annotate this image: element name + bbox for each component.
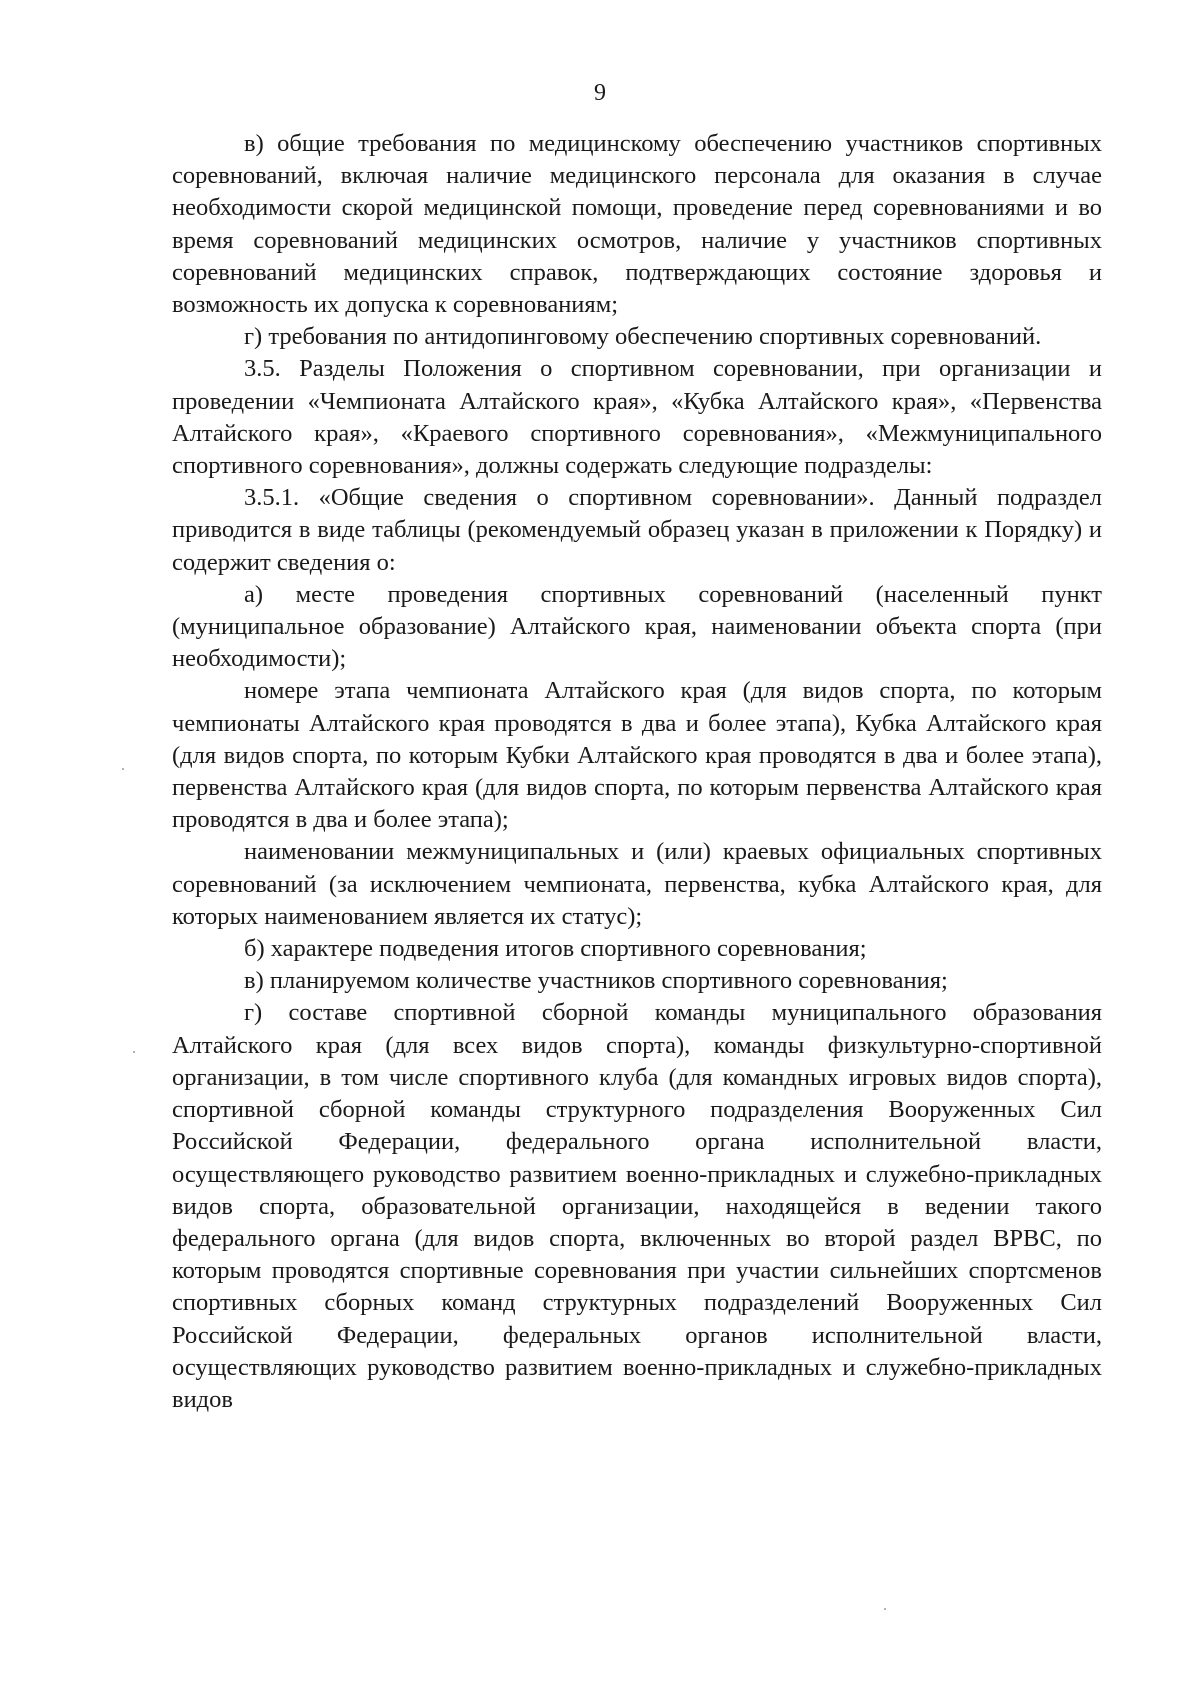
paragraph-section-3-5-1: 3.5.1. «Общие сведения о спортивном соревновании». Данный подраздел приводится в виде таблицы (рекомендуемый образец указан в приложении к Порядку) и содержит сведения о: xyxy=(172,484,1102,576)
scan-speck xyxy=(122,768,124,770)
paragraph-item-g-team-composition: г) составе спортивной сборной команды муниципального образования Алтайского края (для всех видов спорта), команды физкультурно-спортивной организации, в том числе спортивного клуба (для командных игровых видов спорта), спортивной сборной команды структурного подразделения Вооруженных Сил Российской Федерации, федерального органа исполнительной власти, осуществляющего руководство развитием военно-прикладных и служебно-прикладных видов спорта, образовательной организации, находящейся в ведении такого федерального органа (для видов спорта, включенных во второй раздел ВРВС, по которым проводятся спортивные соревнования при участии сильнейших спортсменов спортивных сборных команд структурных подразделений Вооруженных Сил Российской Федерации, федеральных органов исполнительной власти, осуществляющих руководство развитием военно-прикладных и служебно-прикладных видов xyxy=(172,999,1102,1413)
scan-speck xyxy=(133,1051,135,1053)
paragraph-section-3-5: 3.5. Разделы Положения о спортивном соревновании, при организации и проведении «Чемпионата Алтайского края», «Кубка Алтайского края», «Первенства Алтайского края», «Краевого спортивного соревнования», «Межмуниципального спортивного соревнования», должны содержать следующие подразделы: xyxy=(172,355,1102,480)
paragraph-item-b-results: б) характере подведения итогов спортивного соревнования; xyxy=(244,935,867,963)
paragraph-competition-name: наименовании межмуниципальных и (или) краевых официальных спортивных соревнований (за исключением чемпионата, первенства, кубка Алтайского края, для которых наименованием является их статус); xyxy=(172,838,1102,930)
paragraph-item-a-venue: а) месте проведения спортивных соревнований (населенный пункт (муниципальное образование) Алтайского края, наименовании объекта спорта (при необходимости); xyxy=(172,580,1102,673)
paragraph-item-v-participants: в) планируемом количестве участников спортивного соревнования; xyxy=(244,967,948,995)
scan-speck xyxy=(884,1608,886,1610)
paragraph-medical-requirements: в) общие требования по медицинскому обеспечению участников спортивных соревнований, включая наличие медицинского персонала для оказания в случае необходимости скорой медицинской помощи, проведение перед соревнованиями и во время соревнований медицинских осмотров, наличие у участников спортивных соревнований медицинских справок, подтверждающих состояние здоровья и возможность их допуска к соревнованиям; xyxy=(172,130,1102,319)
paragraph-antidoping-requirements: г) требования по антидопинговому обеспечению спортивных соревнований. xyxy=(244,323,1042,351)
paragraph-stage-number: номере этапа чемпионата Алтайского края (для видов спорта, по которым чемпионаты Алтайского края проводятся в два и более этапа), Кубка Алтайского края (для видов спорта, по которым Кубки Алтайского края проводятся в два и более этапа), первенства Алтайского края (для видов спорта, по которым первенства Алтайского края проводятся в два и более этапа); xyxy=(172,677,1102,834)
document-body xyxy=(172,128,1102,1416)
page-number: 9 xyxy=(594,80,606,106)
